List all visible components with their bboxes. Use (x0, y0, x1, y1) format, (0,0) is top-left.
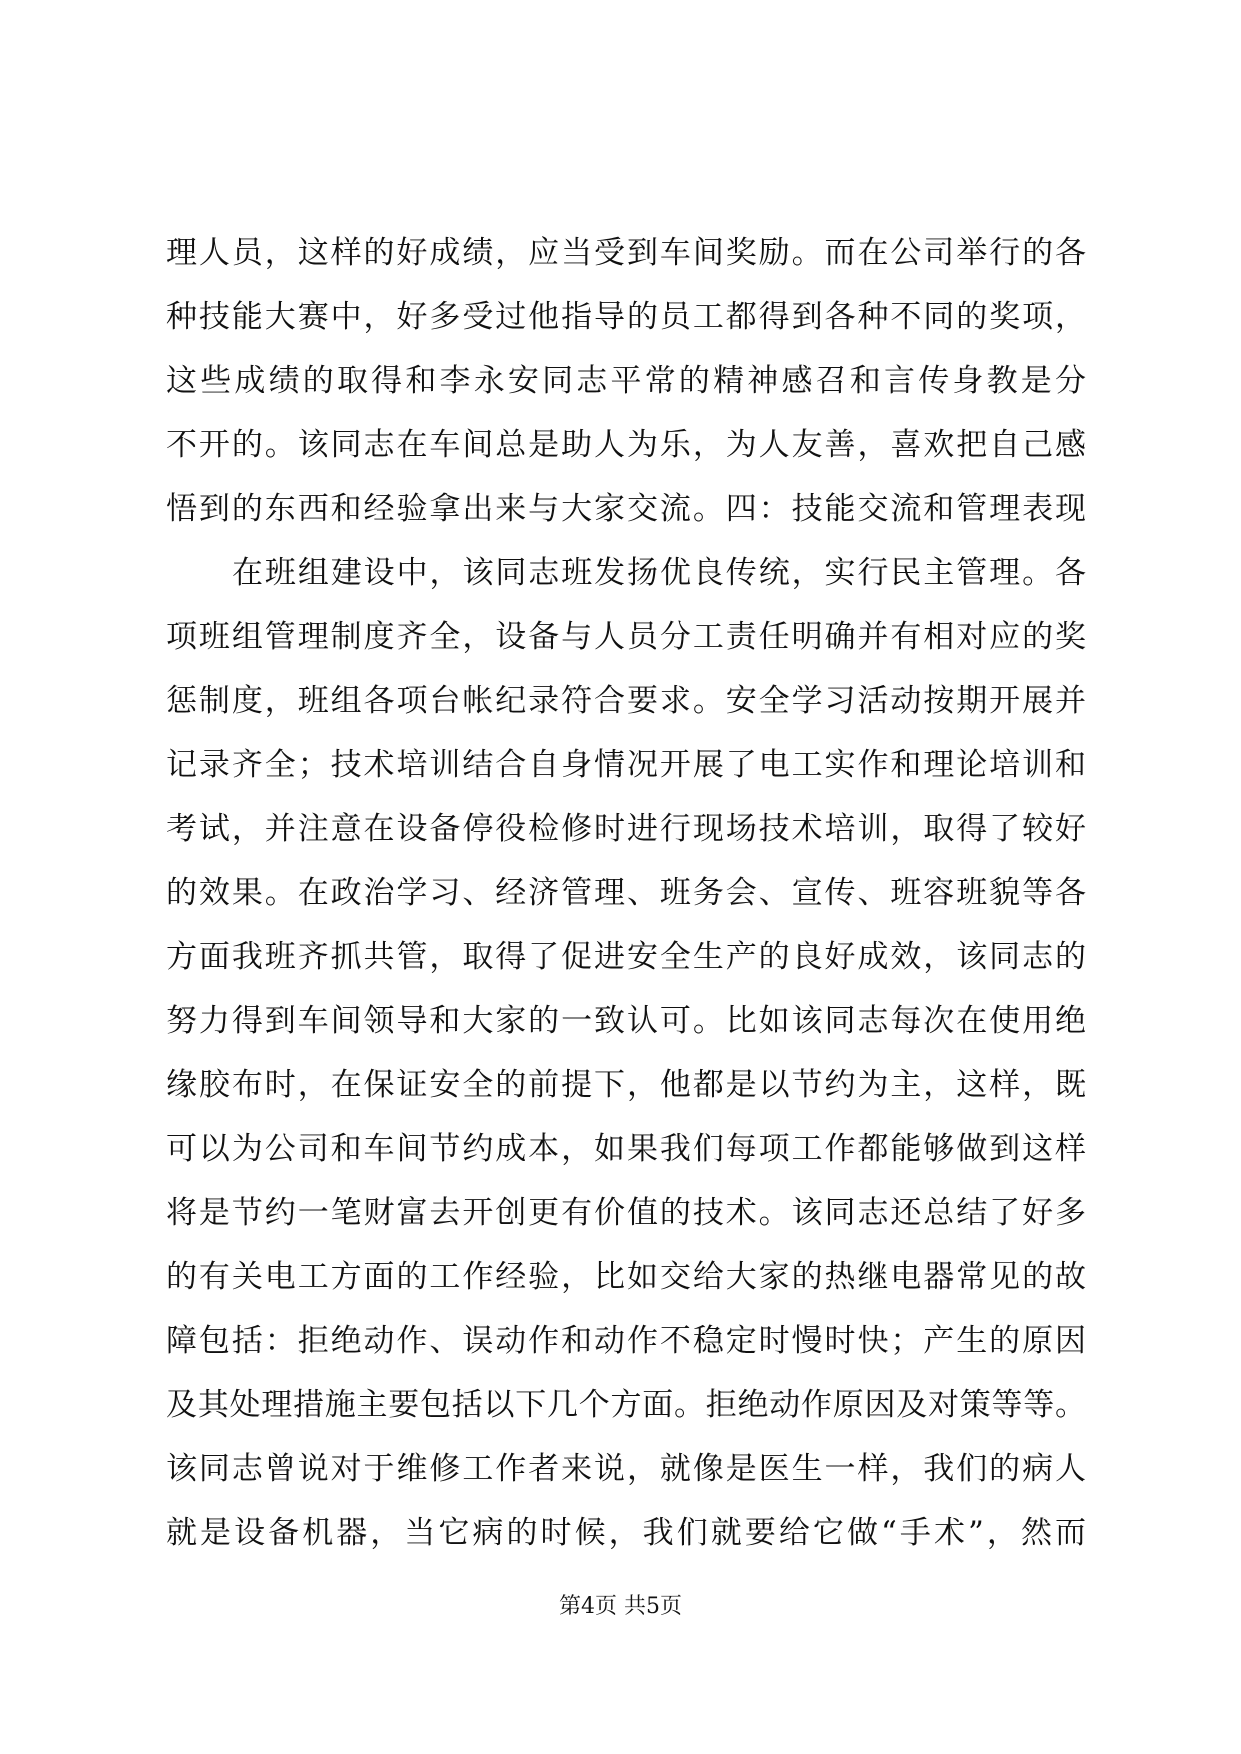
text-line: 缘胶布时，在保证安全的前提下，他都是以节约为主，这样，既 (166, 1067, 1086, 1103)
text-line: 就是设备机器，当它病的时候，我们就要给它做“手术”，然而 (166, 1515, 1086, 1551)
text-line: 方面我班齐抓共管，取得了促进安全生产的良好成效，该同志的 (166, 939, 1086, 975)
text-line: 悟到的东西和经验拿出来与大家交流。四：技能交流和管理表现 (166, 491, 1086, 527)
text-line: 种技能大赛中，好多受过他指导的员工都得到各种不同的奖项， (166, 299, 1086, 335)
body-text (166, 221, 1086, 1565)
text-line: 及其处理措施主要包括以下几个方面。拒绝动作原因及对策等等。 (166, 1387, 1086, 1423)
text-line: 项班组管理制度齐全，设备与人员分工责任明确并有相对应的奖 (166, 619, 1086, 655)
text-line: 惩制度，班组各项台帐纪录符合要求。安全学习活动按期开展并 (166, 683, 1086, 719)
text-line: 理人员，这样的好成绩，应当受到车间奖励。而在公司举行的各 (166, 235, 1086, 271)
text-line: 记录齐全；技术培训结合自身情况开展了电工实作和理论培训和 (166, 747, 1086, 783)
text-line: 这些成绩的取得和李永安同志平常的精神感召和言传身教是分 (166, 363, 1086, 399)
text-line: 障包括：拒绝动作、误动作和动作不稳定时慢时快；产生的原因 (166, 1323, 1086, 1359)
text-line: 可以为公司和车间节约成本，如果我们每项工作都能够做到这样 (166, 1131, 1086, 1167)
text-line: 考试，并注意在设备停役检修时进行现场技术培训，取得了较好 (166, 811, 1086, 847)
text-line: 的有关电工方面的工作经验，比如交给大家的热继电器常见的故 (166, 1259, 1086, 1295)
text-line: 的效果。在政治学习、经济管理、班务会、宣传、班容班貌等各 (166, 875, 1086, 911)
page-footer: 第4页 共5页 (559, 1594, 682, 1619)
text-line: 不开的。该同志在车间总是助人为乐，为人友善，喜欢把自己感 (166, 427, 1086, 463)
text-line: 努力得到车间领导和大家的一致认可。比如该同志每次在使用绝 (166, 1003, 1086, 1039)
text-line: 该同志曾说对于维修工作者来说，就像是医生一样，我们的病人 (166, 1451, 1086, 1487)
text-line: 将是节约一笔财富去开创更有价值的技术。该同志还总结了好多 (166, 1195, 1086, 1231)
paragraph-first-line: 在班组建设中，该同志班发扬优良传统，实行民主管理。各 (232, 555, 1086, 591)
